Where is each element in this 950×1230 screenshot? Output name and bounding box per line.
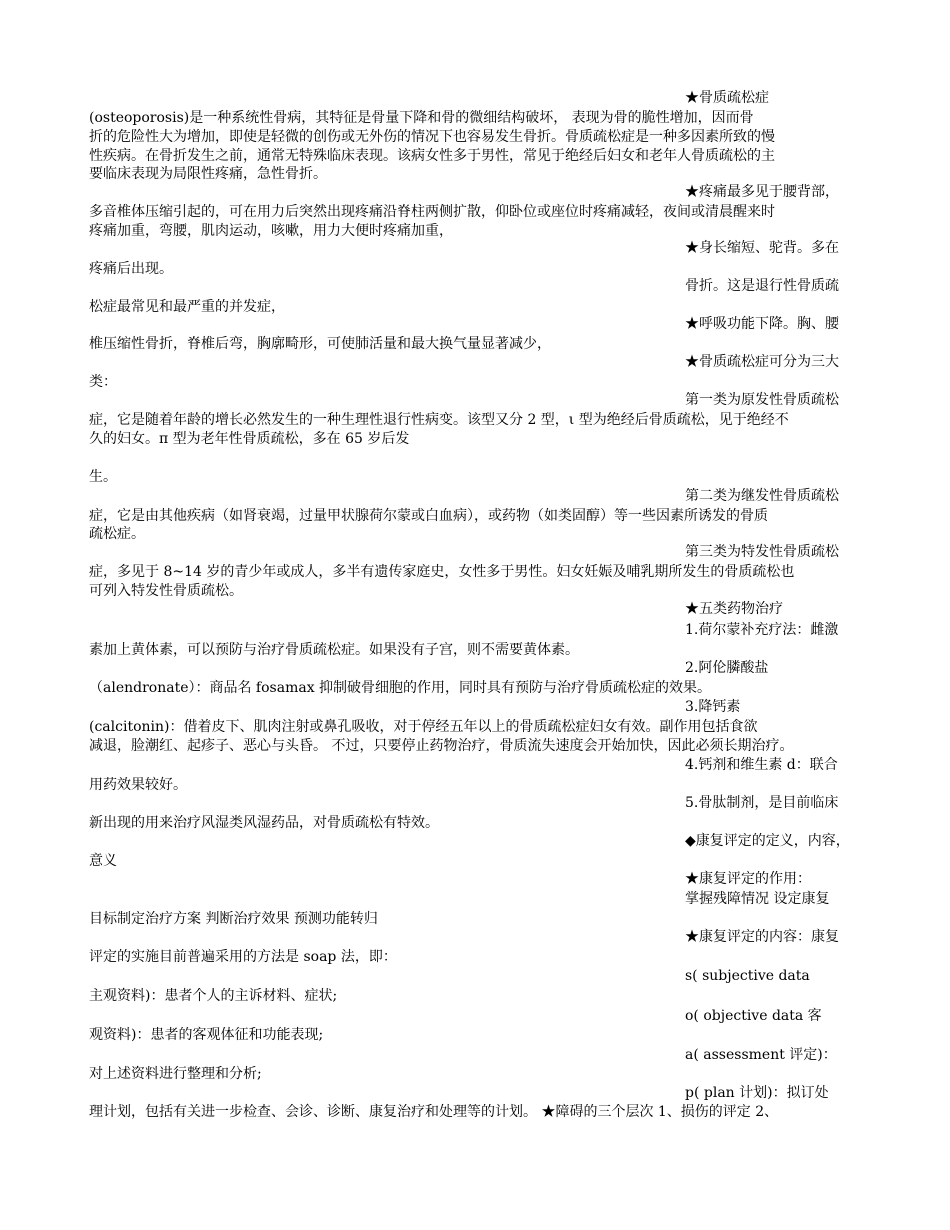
text-line: (osteoporosis)是一种系统性骨病，其特征是骨量下降和骨的微细结构破坏， 表现为骨的脆性增加，因而骨 (89, 110, 754, 126)
text-line: 意义 (89, 853, 117, 869)
text-line: 主观资料)：患者个人的主诉材料、症状; (89, 988, 338, 1004)
text-line: o( objective data 客 (685, 1008, 822, 1024)
text-line: 素加上黄体素，可以预防与治疗骨质疏松症。如果没有子宫，则不需要黄体素。 (89, 642, 579, 658)
text-line: 3.降钙素 (685, 699, 741, 715)
text-line: 观资料)：患者的客观体征和功能表现; (89, 1027, 324, 1043)
text-line: 掌握残障情况 设定康复 (685, 891, 830, 907)
text-line: 多音椎体压缩引起的，可在用力后突然出现疼痛沿脊柱两侧扩散，仰卧位或座位时疼痛减轻，夜间或清晨醒来时 (89, 204, 775, 220)
text-line: 久的妇女。π 型为老年性骨质疏松，多在 65 岁后发 (89, 431, 410, 447)
text-line: 椎压缩性骨折，脊椎后弯，胸廓畸形，可使肺活量和最大换气量显著减少， (89, 336, 551, 352)
text-line: 目标制定治疗方案 判断治疗效果 预测功能转归 (89, 911, 378, 927)
subheading-primary: 第一类为原发性骨质疏松 (685, 392, 839, 408)
text-line: 疏松症。 (89, 526, 145, 542)
text-line: 5.骨肽制剂，是目前临床 (685, 795, 839, 811)
text-line: 折的危险性大为增加，即使是轻微的创伤或无外伤的情况下也容易发生骨折。骨质疏松症是一种多因素所致的慢 (89, 129, 775, 145)
text-line: 要临床表现为局限性疼痛，急性骨折。 (89, 166, 327, 182)
text-line: 4.钙剂和维生素 d：联合 (685, 757, 838, 773)
heading-assessment-role: ★康复评定的作用： (685, 871, 811, 887)
subheading-secondary: 第二类为继发性骨质疏松 (685, 488, 839, 504)
text-line: 理计划，包括有关进一步检查、会诊、诊断、康复治疗和处理等的计划。 ★障碍的三个层次 1、损伤的评定 2、 (89, 1104, 779, 1120)
text-line: 类： (89, 374, 117, 390)
text-line: 减退，脸潮红、起疹子、恶心与头昏。 不过，只要停止药物治疗，骨质流失速度会开始加快，因此必须长期治疗。 (89, 738, 794, 754)
heading-drug-therapy: ★五类药物治疗 (685, 601, 783, 617)
heading-assessment-content: ★康复评定的内容：康复 (685, 929, 839, 945)
text-line: 生。 (89, 469, 117, 485)
text-line: 新出现的用来治疗风湿类风湿药品，对骨质疏松有特效。 (89, 815, 439, 831)
text-line: 可列入特发性骨质疏松。 (89, 583, 243, 599)
text-line: 症，多见于 8~14 岁的青少年或成人，多半有遗传家庭史，女性多于男性。妇女妊娠及哺乳期所发生的骨质疏松也 (89, 564, 795, 580)
text-line: 疼痛后出现。 (89, 261, 173, 277)
text-line: 评定的实施目前普遍采用的方法是 soap 法，即： (89, 949, 397, 965)
text-line: 症，它是随着年龄的增长必然发生的一种生理性退行性病变。该型又分 2 型，ι 型为绝经后骨质疏松，见于绝经不 (89, 412, 789, 428)
text-line: s( subjective data (685, 968, 810, 984)
text-line: （alendronate）：商品名 fosamax 抑制破骨细胞的作用，同时具有预防与治疗骨质疏松症的效果。 (89, 680, 712, 696)
heading-osteoporosis: ★骨质疏松症 (685, 90, 769, 106)
text-line: 用药效果较好。 (89, 777, 187, 793)
text-line: 2.阿伦膦酸盐 (685, 660, 769, 676)
text-line: 症，它是由其他疾病（如肾衰竭，过量甲状腺荷尔蒙或白血病），或药物（如类固醇）等一些因素所诱发的骨质 (89, 508, 768, 524)
text-line: 疼痛加重，弯腰，肌肉运动，咳嗽，用力大便时疼痛加重， (89, 223, 453, 239)
text-line: 性疾病。在骨折发生之前，通常无特殊临床表现。该病女性多于男性，常见于绝经后妇女和老年人骨质疏松的主 (89, 148, 775, 164)
text-line: 松症最常见和最严重的并发症， (89, 299, 285, 315)
text-line: (calcitonin)：借着皮下、肌肉注射或鼻孔吸收，对于停经五年以上的骨质疏松症妇女有效。副作用包括食欲 (89, 719, 758, 735)
heading-rehab-assessment: ◆康复评定的定义，内容， (685, 833, 850, 849)
text-line: 骨折。这是退行性骨质疏 (685, 278, 839, 294)
heading-height-loss: ★身长缩短、驼背。多在 (685, 240, 839, 256)
heading-pain: ★疼痛最多见于腰背部， (685, 184, 839, 200)
text-line: 对上述资料进行整理和分析; (89, 1066, 262, 1082)
text-line: p( plan 计划)：拟订处 (685, 1085, 829, 1101)
heading-respiratory: ★呼吸功能下降。胸、腰 (685, 316, 839, 332)
subheading-idiopathic: 第三类为特发性骨质疏松 (685, 544, 839, 560)
text-line: 1.荷尔蒙补充疗法：雌激 (685, 622, 839, 638)
text-line: a( assessment 评定)： (685, 1047, 837, 1063)
heading-classification: ★骨质疏松症可分为三大 (685, 354, 839, 370)
